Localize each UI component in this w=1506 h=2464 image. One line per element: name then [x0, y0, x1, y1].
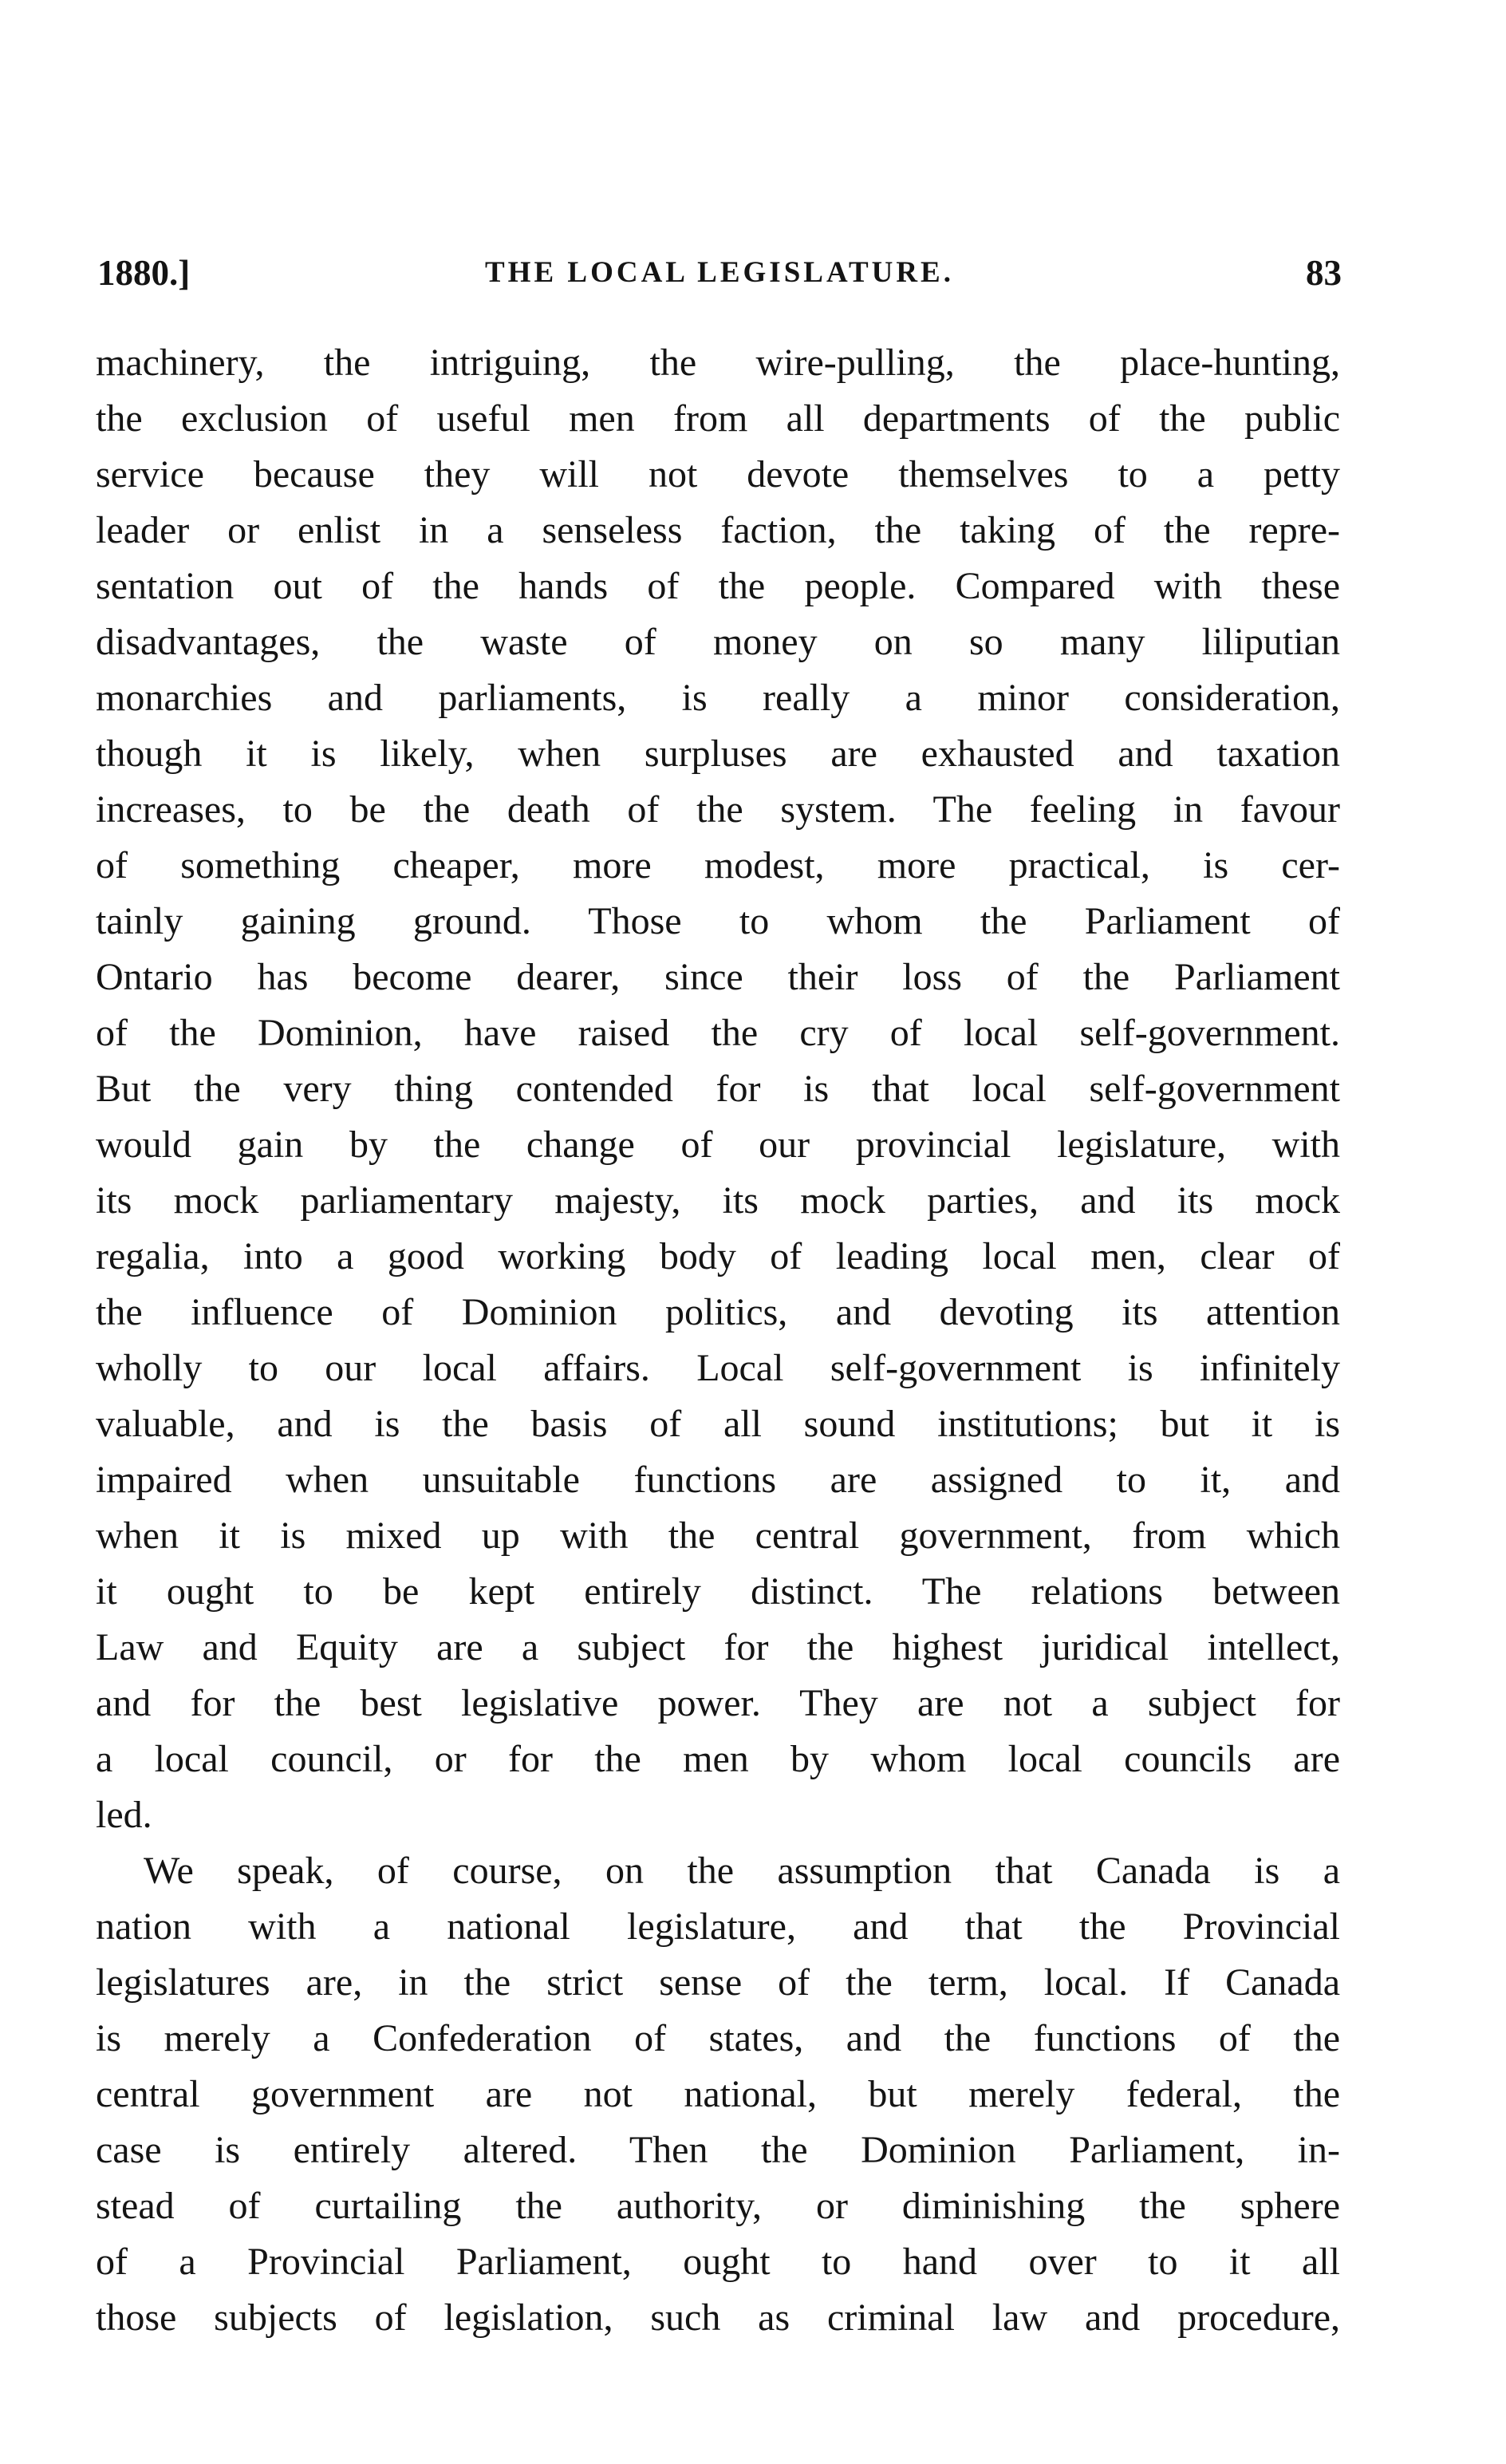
- text-line: its mock parliamentary majesty, its mock parties, and its mock: [96, 1179, 1340, 1222]
- text-line: tainly gaining ground. Those to whom the Parliament of: [96, 900, 1340, 942]
- text-line: the exclusion of useful men from all departments of the public: [96, 397, 1340, 440]
- header-year: 1880.]: [97, 253, 191, 293]
- text-line: leader or enlist in a senseless faction, the taking of the repre-: [96, 509, 1340, 551]
- text-line: a local council, or for the men by whom local councils are: [96, 1738, 1340, 1780]
- text-line: impaired when unsuitable functions are assigned to it, and: [96, 1459, 1340, 1501]
- text-line: increases, to be the death of the system. The feeling in favour: [96, 788, 1340, 831]
- text-line: case is entirely altered. Then the Dominion Parliament, in-: [96, 2129, 1340, 2171]
- text-line: wholly to our local affairs. Local self-government is infinitely: [96, 1347, 1340, 1389]
- text-line: But the very thing contended for is that local self-government: [96, 1068, 1340, 1110]
- text-line: when it is mixed up with the central government, from which: [96, 1514, 1340, 1557]
- text-line: legislatures are, in the strict sense of the term, local. If Canada: [96, 1961, 1340, 2004]
- text-line: disadvantages, the waste of money on so many liliputian: [96, 621, 1340, 663]
- text-line: nation with a national legislature, and that the Provincial: [96, 1905, 1340, 1948]
- header-title: THE LOCAL LEGISLATURE.: [485, 256, 954, 289]
- text-line: led.: [96, 1794, 152, 1836]
- text-line: central government are not national, but merely federal, the: [96, 2073, 1340, 2115]
- page-number: 83: [1306, 253, 1342, 293]
- text-line: Ontario has become dearer, since their loss of the Parliament: [96, 956, 1340, 998]
- text-line: those subjects of legislation, such as criminal law and procedure,: [96, 2296, 1340, 2339]
- text-line: service because they will not devote themselves to a petty: [96, 453, 1340, 496]
- text-line: machinery, the intriguing, the wire-pulling, the place-hunting,: [96, 342, 1340, 384]
- text-line: of something cheaper, more modest, more practical, is cer-: [96, 844, 1340, 886]
- text-line: regalia, into a good working body of leading local men, clear of: [96, 1235, 1340, 1277]
- paragraph-1: [96, 335, 1340, 1843]
- text-line: is merely a Confederation of states, and the functions of the: [96, 2017, 1340, 2059]
- text-line: sentation out of the hands of the people. Compared with these: [96, 565, 1340, 607]
- text-line: though it is likely, when surpluses are exhausted and taxation: [96, 732, 1340, 775]
- paragraph-2: [96, 1843, 1340, 2346]
- text-line: of a Provincial Parliament, ought to hand over to it all: [96, 2241, 1340, 2283]
- body-text: [96, 335, 1340, 2346]
- text-line: monarchies and parliaments, is really a minor consideration,: [96, 677, 1340, 719]
- text-line: it ought to be kept entirely distinct. The relations between: [96, 1570, 1340, 1613]
- text-line: and for the best legislative power. They are not a subject for: [96, 1682, 1340, 1724]
- running-head: [97, 249, 1342, 297]
- text-line: the influence of Dominion politics, and devoting its attention: [96, 1291, 1340, 1333]
- text-line: would gain by the change of our provincial legislature, with: [96, 1123, 1340, 1166]
- text-line: We speak, of course, on the assumption that Canada is a: [144, 1850, 1340, 1892]
- text-line: stead of curtailing the authority, or diminishing the sphere: [96, 2185, 1340, 2227]
- text-line: Law and Equity are a subject for the highest juridical intellect,: [96, 1626, 1340, 1668]
- text-line: valuable, and is the basis of all sound institutions; but it is: [96, 1403, 1340, 1445]
- text-line: of the Dominion, have raised the cry of local self-government.: [96, 1012, 1340, 1054]
